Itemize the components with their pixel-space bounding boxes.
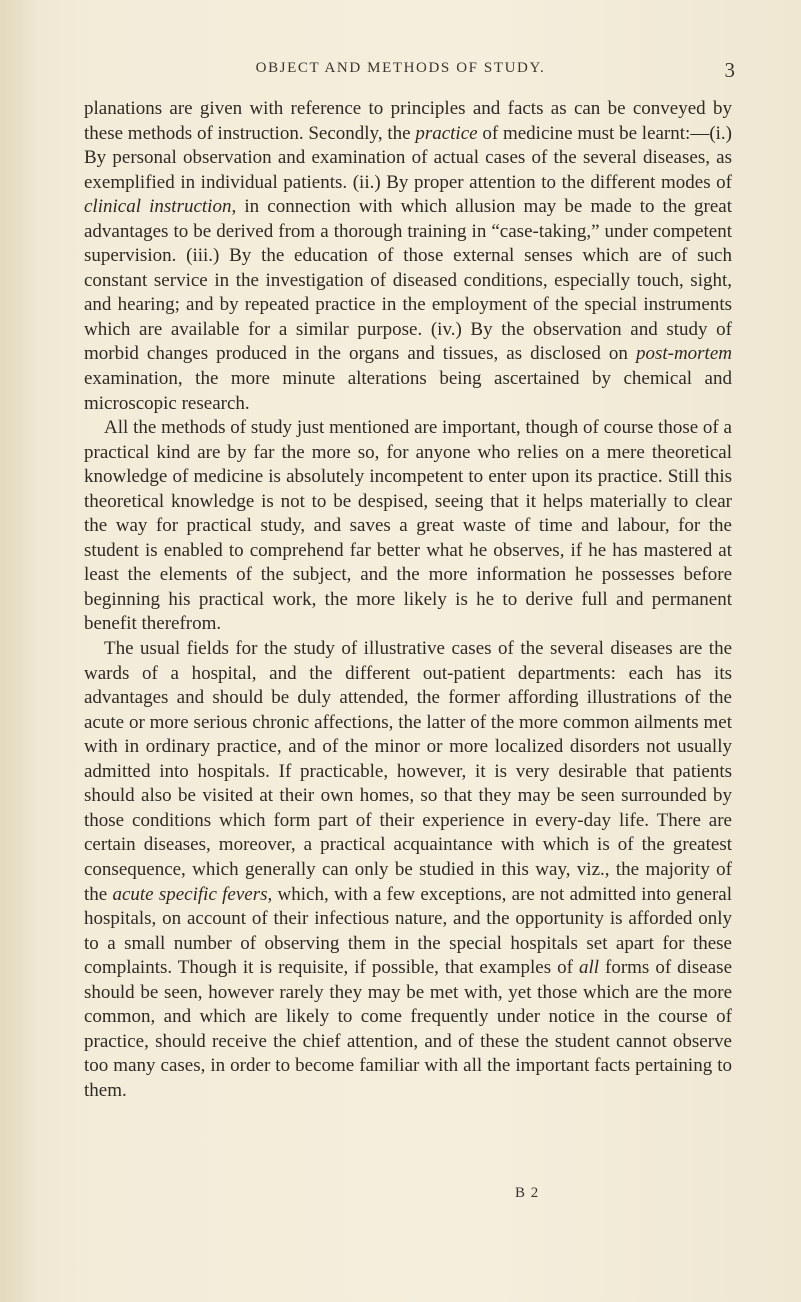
- paragraph-1: [84, 97, 732, 416]
- italic-text: practice: [415, 122, 478, 144]
- italic-text: all: [578, 957, 599, 979]
- binding-shadow: [0, 0, 38, 1302]
- paragraph-3: [84, 637, 732, 1103]
- signature-mark: B 2: [515, 1185, 540, 1201]
- italic-text: acute specific fevers: [112, 883, 268, 905]
- paragraph-2: [84, 416, 732, 637]
- text-run: forms of disease should be seen, however rarely they may be met with, yet those which are the more common, and which are likely to come frequently under notice in the course of practice, should receive the chief attention, and of these the student cannot observe too many cases, in order to become familiar with all the important facts pertaining to them.: [84, 957, 732, 1101]
- italic-text: clinical instruction: [84, 196, 232, 218]
- text-run: planations are given with reference to principles and facts as can be conveyed by these methods of instruction. Secondly, the: [84, 98, 732, 144]
- italic-text: post-mortem: [635, 343, 732, 365]
- text-run: of medicine must be learnt:—(i.) By personal observation and examination of actual cases of the several diseases, as exemplified in individual patients. (ii.) By proper attention to the different modes of: [84, 122, 732, 193]
- text-run: The usual fields for the study of illustrative cases of the several diseases are the wards of a hospital, and the different out-patient departments: each has its advantages and should be duly attended, the former affording illustrations of the acute or more serious chronic affections, the latter of the more common ailments met with in ordinary practice, and of the minor or more localized disorders not usually admitted into hospitals. If practicable, however, it is very desirable that patients should also be visited at their own homes, so that they may be seen surrounded by those conditions which form part of their experience in every-day life. There are certain diseases, moreover, a practical acquaintance with which is of the greatest consequence, which generally can only be studied in this way, viz., the majority of the: [84, 638, 732, 905]
- body-text: [84, 97, 732, 1103]
- text-run: , which, with a few exceptions, are not admitted into general hospitals, on account of their infectious nature, and the opportunity is afforded only to a small number of observing them in the special hospitals set apart for these complaints. Though it is requisite, if possible, that examples of: [84, 883, 733, 979]
- text-run: examination, the more minute alterations being ascertained by chemical and microscopic research.: [84, 368, 732, 414]
- text-run: , in connection with which allusion may be made to the great advantages to be derived from a thorough training in “case-taking,” under competent supervision. (iii.) By the education of those external senses which are of such constant service in the investigation of diseased conditions, especially touch, sight, and hearing; and by repeated practice in the employment of the special instruments which are available for a similar purpose. (iv.) By the observation and study of morbid changes produced in the organs and tissues, as disclosed on: [84, 196, 733, 365]
- page-header: [0, 60, 801, 84]
- running-head: OBJECT AND METHODS OF STUDY.: [255, 60, 546, 76]
- page-number: 3: [724, 58, 735, 82]
- text-run: All the methods of study just mentioned are important, though of course those of a practical kind are by far the more so, for anyone who relies on a mere theoretical knowledge of medicine is absolutely incompetent to enter upon its practice. Still this theoretical knowledge is not to be despised, seeing that it helps materially to clear the way for practical study, and saves a great waste of time and labour, for the student is enabled to comprehend far better what he observes, if he has mastered at least the elements of the subject, and the more information he possesses before beginning his practical work, the more likely is he to derive full and permanent benefit therefrom.: [84, 417, 732, 635]
